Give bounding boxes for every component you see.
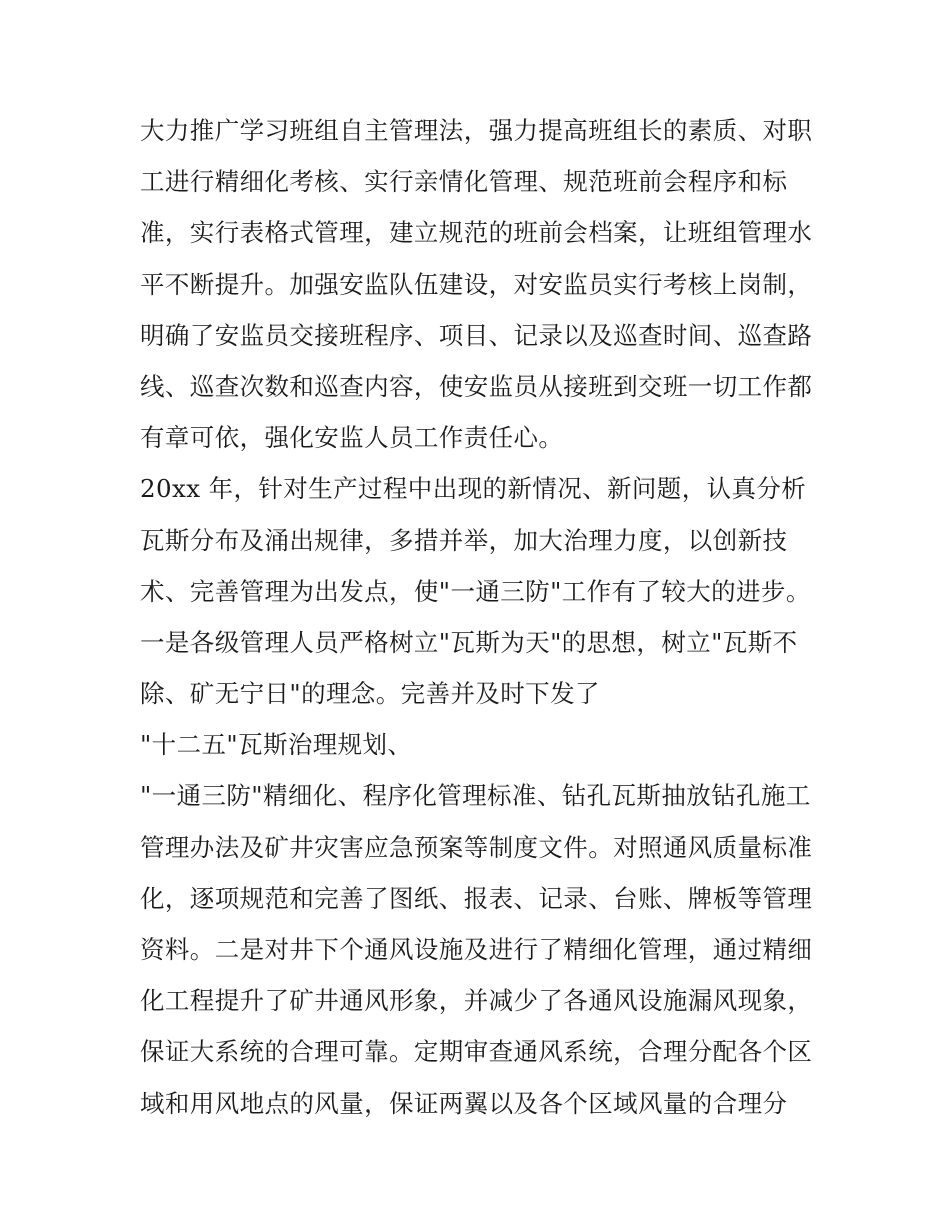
text-line: 平不断提升。加强安监队伍建设，对安监员实行考核上岗制， (140, 269, 813, 299)
text-line: "一通三防"精细化、程序化管理标准、钻孔瓦斯抽放钻孔施工 (140, 781, 811, 811)
text-line: 线、巡查次数和巡查内容，使安监员从接班到交班一切工作都 (140, 371, 813, 401)
text-line: "十二五"瓦斯治理规划、 (140, 730, 413, 760)
text-line: 化，逐项规范和完善了图纸、报表、记录、台账、牌板等管理 (140, 883, 813, 913)
text-line: 工进行精细化考核、实行亲情化管理、规范班前会程序和标 (140, 167, 788, 197)
text-line: 资料。二是对井下个通风设施及进行了精细化管理，通过精细 (140, 935, 813, 964)
text-line: 准，实行表格式管理，建立规范的班前会档案，让班组管理水 (140, 218, 813, 248)
text-line: 明确了安监员交接班程序、项目、记录以及巡查时间、巡查路 (140, 320, 813, 350)
text-line: 有章可依，强化安监人员工作责任心。 (140, 423, 564, 453)
text-line: 除、矿无宁日"的理念。完善并及时下发了 (140, 679, 600, 709)
text-line: 管理办法及矿井灾害应急预案等制度文件。对照通风质量标准 (140, 832, 813, 862)
text-line: 大力推广学习班组自主管理法，强力提高班组长的素质、对职 (140, 116, 813, 145)
text-line: 20xx 年，针对生产过程中出现的新情况、新问题，认真分析 (140, 474, 807, 504)
text-line: 保证大系统的合理可靠。定期审查通风系统，合理分配各个区 (140, 1037, 813, 1067)
body-text (140, 105, 820, 1129)
text-line: 术、完善管理为出发点，使"一通三防"工作有了较大的进步。 (140, 576, 811, 606)
text-line: 瓦斯分布及涌出规律，多措并举，加大治理力度，以创新技 (140, 525, 788, 555)
text-line: 一是各级管理人员严格树立"瓦斯为天"的思想，树立"瓦斯不 (140, 627, 798, 657)
text-line: 域和用风地点的风量，保证两翼以及各个区域风量的合理分 (140, 1088, 788, 1118)
text-line: 化工程提升了矿井通风形象，并减少了各通风设施漏风现象， (140, 986, 813, 1016)
